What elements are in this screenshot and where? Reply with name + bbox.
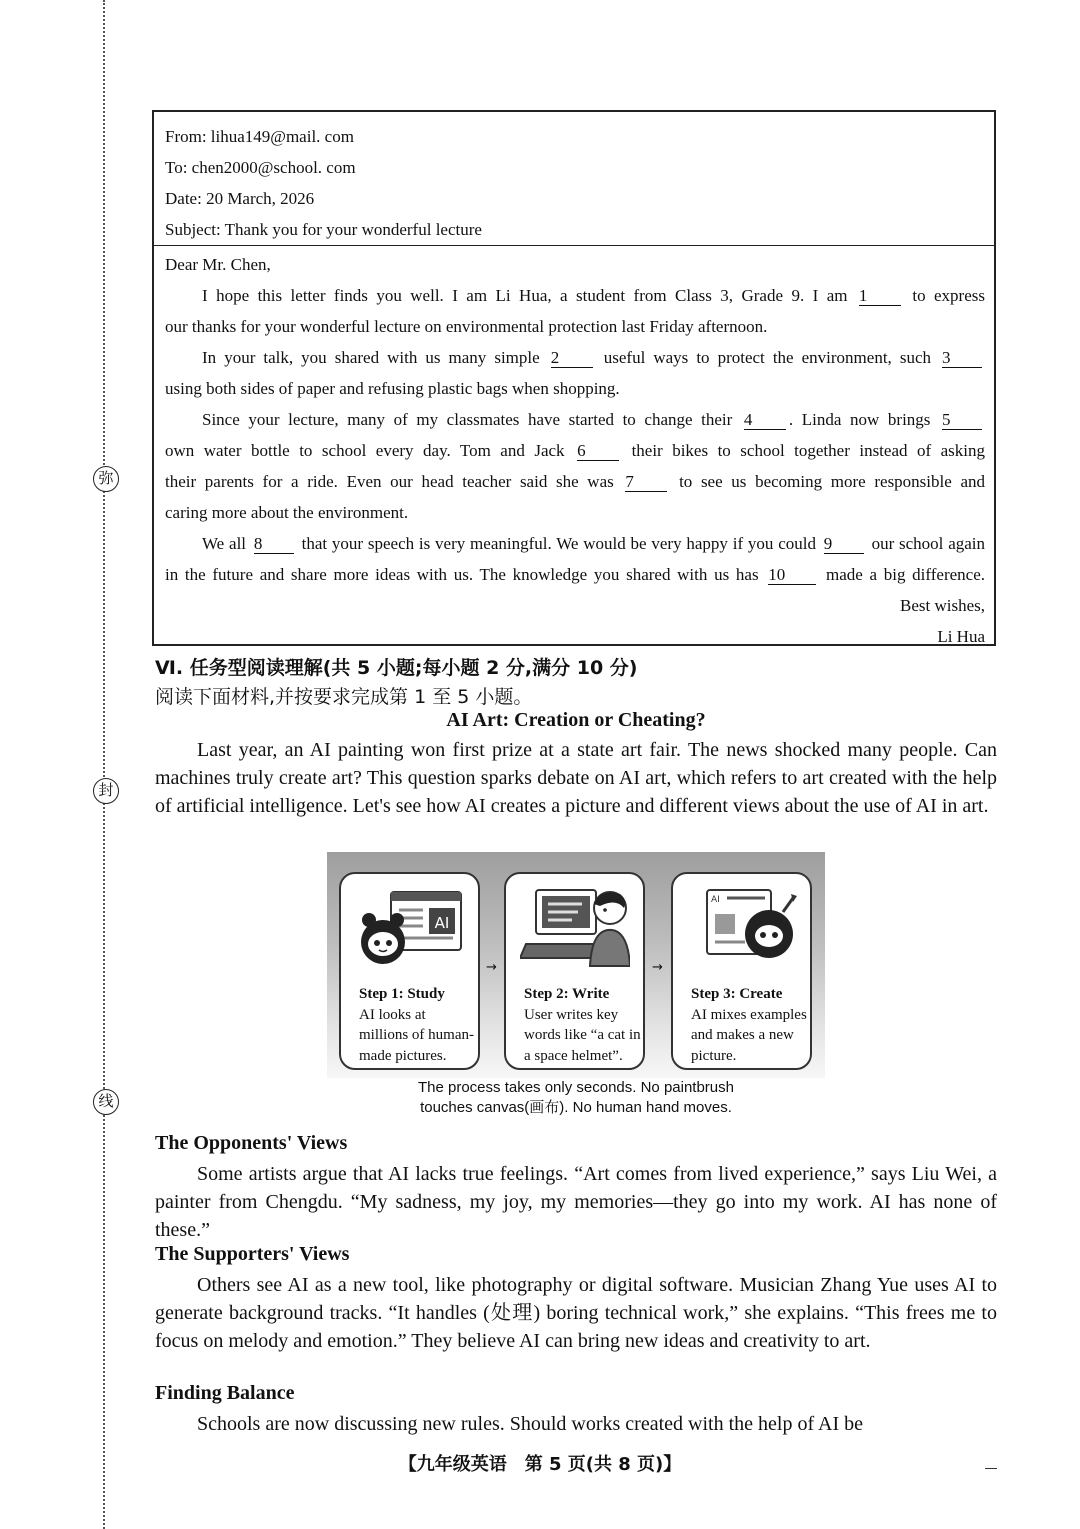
- blank-7[interactable]: 7: [625, 472, 667, 492]
- p3-line4: caring more about the environment.: [165, 503, 409, 522]
- caption-line-2: touches canvas(画布). No human hand moves.: [420, 1099, 732, 1116]
- p1-line1: I hope this letter finds you well. I am Li Hua, a student from Class 3, Grade 9. I am 1 to express: [202, 286, 985, 305]
- p3-line1: Since your lecture, many of my classmates have started to change their 4 . Linda now brings 5: [165, 404, 985, 435]
- seal-xian: 线: [93, 1089, 119, 1115]
- p3-line2: own water bottle to school every day. Tom and Jack 6 their bikes to school together instead of asking: [165, 441, 986, 460]
- blank-6[interactable]: 6: [577, 441, 619, 461]
- signature: Li Hua: [937, 627, 985, 646]
- email-date: Date: 20 March, 2026: [165, 189, 315, 208]
- article-title: AI Art: Creation or Cheating?: [446, 709, 706, 731]
- blank-2[interactable]: 2: [551, 348, 593, 368]
- step-3-desc: AI mixes examples and makes a new picture.: [691, 1006, 807, 1064]
- step-3-title: Step 3: Create: [691, 986, 783, 1002]
- balance-heading: Finding Balance: [155, 1382, 295, 1404]
- supporters-paragraph: Others see AI as a new tool, like photography or digital software. Musician Zhang Yue uses AI to generate background tracks. “It handles (处理) boring technical work,” she explains. “This frees me to focus on melody and emotion.” They believe AI can bring new ideas and creativity to art.: [155, 1274, 997, 1352]
- footer-dash: [985, 1468, 997, 1469]
- person-typing-laptop-icon: [520, 886, 630, 968]
- email-body: [154, 246, 994, 652]
- email-header: [154, 112, 994, 246]
- email-from: From: lihua149@mail. com: [165, 127, 354, 146]
- p1-line2: our thanks for your wonderful lecture on environmental protection last Friday afternoon.: [165, 317, 768, 336]
- opponents-paragraph: Some artists argue that AI lacks true feelings. “Art comes from lived experience,” says Liu Wei, a painter from Chengdu. “My sadness, my joy, my memories—they go into my work. AI has none of these.”: [155, 1163, 997, 1241]
- arrow-icon: →: [486, 960, 497, 975]
- email-box: [152, 110, 996, 646]
- caption-line-1: The process takes only seconds. No paintbrush: [417, 1079, 734, 1096]
- step-2-card: [504, 872, 645, 1070]
- step-2-title: Step 2: Write: [524, 986, 610, 1002]
- blank-10[interactable]: 10: [768, 565, 816, 585]
- supporters-heading: The Supporters' Views: [155, 1243, 350, 1265]
- step-1-desc: AI looks at millions of human-made pictures.: [359, 1006, 474, 1064]
- seal-mi: 弥: [93, 466, 119, 492]
- balance-paragraph: Schools are now discussing new rules. Should works created with the help of AI be: [197, 1413, 863, 1435]
- step-3-card: [671, 872, 812, 1070]
- blank-3[interactable]: 3: [942, 348, 982, 368]
- step-3-text: [691, 984, 809, 1066]
- step-1-title: Step 1: Study: [359, 986, 445, 1002]
- figure-caption: [327, 1078, 825, 1118]
- email-to: To: chen2000@school. com: [165, 158, 356, 177]
- p4-line2: in the future and share more ideas with us. The knowledge you shared with us has 10 made a big difference.: [165, 565, 985, 584]
- section-instruction: 阅读下面材料,并按要求完成第 1 至 5 小题。: [155, 686, 533, 708]
- blank-8[interactable]: 8: [254, 534, 294, 554]
- blank-5[interactable]: 5: [942, 410, 982, 430]
- robot-painting-icon: [687, 886, 797, 968]
- section-heading: Ⅵ. 任务型阅读理解(共 5 小题;每小题 2 分,满分 10 分): [155, 657, 638, 679]
- opponents-heading: The Opponents' Views: [155, 1132, 348, 1154]
- intro-paragraph: Last year, an AI painting won first prize at a state art fair. The news shocked many people. Can machines truly create art? This question sparks debate on AI art, which refers to art created with the help of artificial intelligence. Let's see how AI creates a picture and different views about the use of AI in art.: [155, 739, 997, 817]
- robot-reading-screen-icon: [355, 886, 465, 968]
- binding-dotted-line: [103, 0, 105, 1529]
- email-subject: Subject: Thank you for your wonderful lecture: [165, 220, 482, 239]
- svg-text:AI: AI: [711, 895, 720, 905]
- step-1-text: [359, 984, 477, 1066]
- p2-line1: In your talk, you shared with us many simple 2 useful ways to protect the environment, such 3: [165, 342, 985, 373]
- closing: Best wishes,: [900, 596, 985, 615]
- step-2-text: [524, 984, 642, 1066]
- svg-text:AI: AI: [434, 914, 450, 932]
- p3-line3: their parents for a ride. Even our head teacher said she was 7 to see us becoming more responsible and: [165, 472, 985, 491]
- greeting: Dear Mr. Chen,: [165, 255, 271, 274]
- step-1-card: [339, 872, 480, 1070]
- page-footer: 【九年级英语 第 5 页(共 8 页)】: [398, 1454, 682, 1475]
- ai-process-figure: [327, 852, 825, 1078]
- blank-9[interactable]: 9: [824, 534, 864, 554]
- arrow-icon: →: [652, 960, 663, 975]
- blank-1[interactable]: 1: [859, 286, 901, 306]
- p2-line2: using both sides of paper and refusing plastic bags when shopping.: [165, 379, 620, 398]
- blank-4[interactable]: 4: [744, 410, 786, 430]
- step-2-desc: User writes key words like “a cat in a space helmet”.: [524, 1006, 641, 1064]
- seal-feng: 封: [93, 778, 119, 804]
- p4-line1: We all 8 that your speech is very meaningful. We would be very happy if you could 9 our school again: [202, 534, 986, 553]
